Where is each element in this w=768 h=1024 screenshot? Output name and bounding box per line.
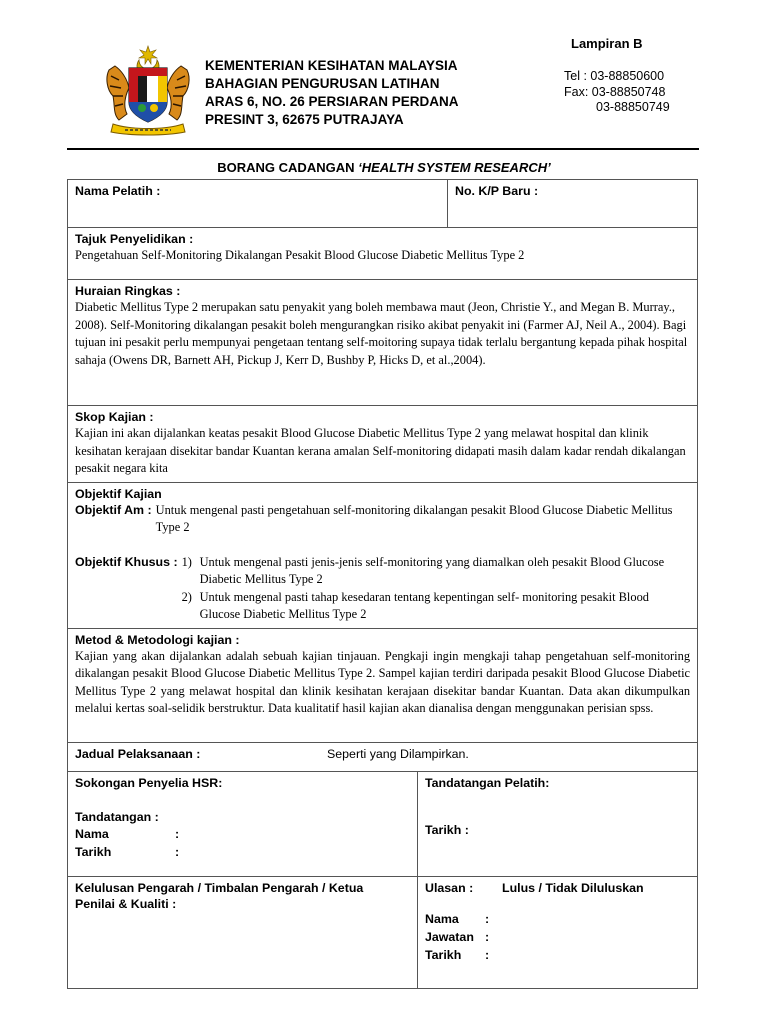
colon: : <box>175 844 180 859</box>
general-objective-text: Untuk mengenal pasti pengetahuan self-monitoring dikalangan pesakit Blood Glucose Diabetic Mellitus Type 2 <box>155 502 673 534</box>
ministry-line: BAHAGIAN PENGURUSAN LATIHAN <box>205 76 440 91</box>
specific-objective-number: 1) <box>181 554 192 569</box>
supervisor-date-label: Tarikh <box>75 844 112 859</box>
objectives-section <box>68 482 698 628</box>
schedule-value: Seperti yang Dilampirkan. <box>327 746 469 761</box>
supervisor-name-label: Nama <box>75 826 109 841</box>
scope-section <box>68 406 698 483</box>
review-label: Ulasan : <box>425 880 474 895</box>
specific-objective-text: Untuk mengenal pasti tahap kesedaran tentang kepentingan self- monitoring pesakit Blood Glucose Diabetic Mellitus Type 2 <box>199 589 649 621</box>
form-title <box>0 160 768 175</box>
objectives-label: Objektif Kajian <box>75 486 162 501</box>
approval-label: Kelulusan Pengarah / Timbalan Pengarah / Ketua Penilai & Kualiti : <box>75 880 364 911</box>
header-divider <box>67 148 699 150</box>
research-title-section <box>68 228 698 280</box>
schedule-row <box>68 742 698 771</box>
colon: : <box>485 947 490 962</box>
general-objective-label: Objektif Am : <box>75 502 152 517</box>
methodology-label: Metod & Metodologi kajian : <box>75 632 240 647</box>
summary-text: Diabetic Mellitus Type 2 merupakan satu penyakit yang boleh membawa maut (Jeon, Christie Y., and Megan B. Murray., 2008). Self-Monitoring dikalangan pesakit boleh mengurangkan risiko akibat penyakit ini (Farmer AJ, Neil A., 2004). Bagi tujuan ini pesakit perlu mempunyai pengetaan tentang self-moitoring supaya tidak terlalu bergantung kepada pihak hospital sahaja (Owens DR, Barnett AH, Pickup J, Kerr D, Bushby P, Hicks D, et al.,2004). <box>75 300 688 367</box>
form-title-emphasis: ‘HEALTH SYSTEM RESEARCH’ <box>358 160 551 175</box>
trainee-signature-section <box>418 771 698 876</box>
general-objective <box>75 502 690 537</box>
coat-of-arms-icon <box>101 44 195 136</box>
fax-secondary: 03-88850749 <box>596 100 670 114</box>
scope-text: Kajian ini akan dijalankan keatas pesakit Blood Glucose Diabetic Mellitus Type 2 yang melawat hospital dan klinik kesihatan kerajaan disekitar bandar Kuantan kerana amalan Self-monitoring didapati masih dalam kadar rendah dikalangan pesakit negara kita <box>75 426 686 475</box>
ministry-line: KEMENTERIAN KESIHATAN MALAYSIA <box>205 58 458 73</box>
specific-objective-item <box>182 554 690 589</box>
telephone: Tel : 03-88850600 <box>564 69 665 83</box>
schedule-label: Jadual Pelaksanaan : <box>75 746 201 761</box>
review-options[interactable]: Lulus / Tidak Diluluskan <box>502 880 644 895</box>
ministry-line: PRESINT 3, 62675 PUTRAJAYA <box>205 112 404 127</box>
summary-label: Huraian Ringkas : <box>75 284 181 298</box>
specific-objective-text: Untuk mengenal pasti jenis-jenis self-monitoring yang diamalkan oleh pesakit Blood Glucose Diabetic Mellitus Type 2 <box>199 554 665 586</box>
methodology-text: Kajian yang akan dijalankan adalah sebuah kajian tinjauan. Pengkaji ingin mengkaji tahap pengetahuan self-monitoring dikalangan pesakit Blood Glucose Diabetic Mellitus Type 2. Sampel kajian terdiri daripada pesakit Blood Glucose Diabetic Mellitus Type 2 yang melawat hospital dan klinik kesihatan kerajaan disekitar bandar Kuantan. Data akan dikumpulkan melalui kertas soal-selidik berstruktur. Data kualitatif hasil kajian akan dianalisa dengan menggunakan perisian spss. <box>75 648 691 715</box>
proposal-form <box>67 179 698 989</box>
colon: : <box>485 911 490 926</box>
trainee-date-field[interactable]: Tarikh : <box>425 822 469 837</box>
reviewer-name-field[interactable] <box>425 910 690 928</box>
specific-objective-item <box>182 589 690 624</box>
form-title-prefix: BORANG CADANGAN <box>217 160 359 175</box>
methodology-section <box>68 628 698 742</box>
supervisor-name-field[interactable] <box>75 825 410 843</box>
supervisor-support-section <box>68 771 418 876</box>
reviewer-name-label: Nama <box>425 911 459 926</box>
supervisor-signature-label: Tandatangan : <box>75 809 159 824</box>
ic-number-field[interactable] <box>448 180 698 228</box>
approval-section <box>68 876 418 988</box>
research-title-text: Pengetahuan Self-Monitoring Dikalangan Pesakit Blood Glucose Diabetic Mellitus Type 2 <box>75 248 525 262</box>
reviewer-position-field[interactable] <box>425 928 690 946</box>
review-section <box>418 876 698 988</box>
research-title-label: Tajuk Penyelidikan : <box>75 232 194 246</box>
scope-label: Skop Kajian : <box>75 410 154 424</box>
supervisor-support-label: Sokongan Penyelia HSR: <box>75 775 223 790</box>
colon: : <box>485 929 490 944</box>
specific-objectives <box>75 554 690 624</box>
supervisor-date-field[interactable] <box>75 843 410 861</box>
colon: : <box>175 826 180 841</box>
reviewer-position-label: Jawatan <box>425 929 474 944</box>
trainee-signature-label: Tandatangan Pelatih: <box>425 775 550 790</box>
reviewer-date-field[interactable] <box>425 946 690 964</box>
ic-number-label: No. K/P Baru : <box>455 184 539 198</box>
appendix-label: Lampiran B <box>571 36 643 51</box>
summary-section <box>68 280 698 406</box>
trainee-name-label: Nama Pelatih : <box>75 184 161 198</box>
specific-objectives-label: Objektif Khusus : <box>75 554 178 569</box>
reviewer-date-label: Tarikh <box>425 947 462 962</box>
fax: Fax: 03-88850748 <box>564 84 666 99</box>
contact-block <box>564 69 670 116</box>
ministry-address <box>205 57 459 129</box>
trainee-name-field[interactable] <box>68 180 448 228</box>
ministry-line: ARAS 6, NO. 26 PERSIARAN PERDANA <box>205 94 459 109</box>
specific-objective-number: 2) <box>181 589 192 604</box>
